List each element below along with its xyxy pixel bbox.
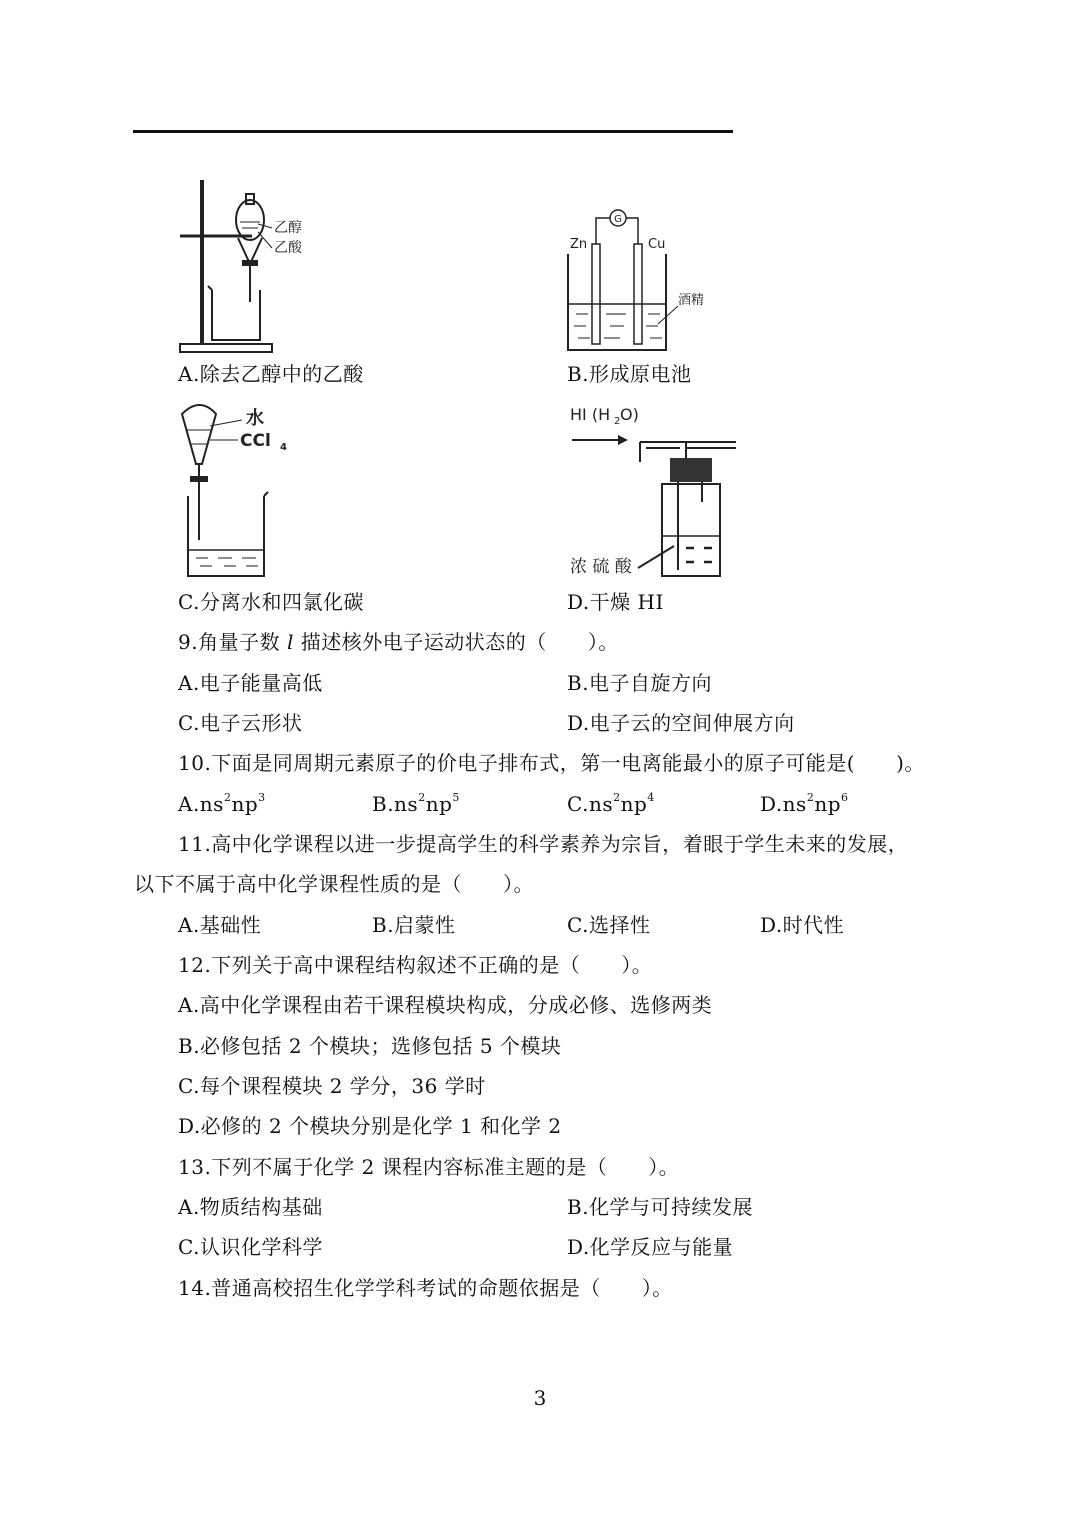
figure-d-apparatus	[562, 402, 742, 582]
q9-stem-a: 9.角量子数	[178, 630, 287, 654]
q11-stem-line1: 11.高中化学课程以进一步提高学生的科学素养为宗旨，着眼于学生未来的发展，	[178, 832, 909, 856]
figure-b-apparatus	[562, 204, 722, 356]
q11-option-c: C.选择性	[567, 913, 651, 937]
figure-d-caption: D.干燥 HI	[567, 590, 664, 614]
q11-stem-line2: 以下不属于高中化学课程性质的是（ ）。	[134, 872, 534, 896]
q10-d-mid: np	[814, 792, 842, 816]
q13-stem: 13.下列不属于化学 2 课程内容标准主题的是（ ）。	[178, 1155, 680, 1179]
q10-d-s: 2	[806, 791, 815, 805]
q10-option-d	[760, 792, 849, 816]
q10-a-mid: np	[231, 792, 259, 816]
q12-option-b: B.必修包括 2 个模块；选修包括 5 个模块	[178, 1034, 562, 1058]
figure-a-label2: 乙酸	[274, 240, 302, 256]
q10-d-prefix: D.ns	[760, 792, 807, 816]
q10-a-prefix: A.ns	[178, 792, 224, 816]
sulfuric-acid-label: 浓 硫 酸	[570, 557, 632, 577]
q9-option-c: C.电子云形状	[178, 711, 303, 735]
q9-option-d: D.电子云的空间伸展方向	[567, 711, 795, 735]
q11-option-d: D.时代性	[760, 913, 845, 937]
figure-a-apparatus	[172, 172, 312, 356]
q12-stem: 12.下列关于高中课程结构叙述不正确的是（ ）。	[178, 953, 653, 977]
q12-option-a: A.高中化学课程由若干课程模块构成，分成必修、选修两类	[178, 993, 713, 1017]
gas-label-subscript: 2	[614, 416, 621, 427]
galvanometer-label: G	[614, 214, 622, 225]
ccl4-label: CCl	[240, 431, 271, 451]
q14-stem: 14.普通高校招生化学学科考试的命题依据是（ ）。	[178, 1276, 673, 1300]
figure-c-caption: C.分离水和四氯化碳	[178, 590, 364, 614]
figure-c-apparatus	[176, 400, 306, 582]
q10-c-prefix: C.ns	[567, 792, 614, 816]
gas-label: HI (H	[570, 405, 611, 424]
q10-b-s: 2	[418, 791, 426, 805]
header-rule	[133, 130, 733, 133]
q10-b-prefix: B.ns	[372, 792, 419, 816]
q12-option-c: C.每个课程模块 2 学分，36 学时	[178, 1074, 486, 1098]
q9-option-a: A.电子能量高低	[178, 671, 323, 695]
q10-option-a	[178, 792, 266, 816]
water-label: 水	[246, 408, 264, 429]
q10-c-s: 2	[613, 791, 621, 805]
q10-b-mid: np	[425, 792, 453, 816]
q10-d-p: 6	[841, 791, 849, 805]
q10-c-mid: np	[620, 792, 648, 816]
q13-option-d: D.化学反应与能量	[567, 1235, 734, 1259]
q9-stem-b: 描述核外电子运动状态的（ ）。	[293, 630, 619, 654]
q10-a-s: 2	[223, 791, 232, 805]
q11-option-a: A.基础性	[178, 913, 262, 937]
q10-option-c	[567, 792, 655, 816]
q10-a-p: 3	[258, 791, 266, 805]
cu-label: Cu	[648, 237, 666, 252]
q10-b-p: 5	[452, 791, 460, 805]
gas-label-end: O)	[620, 405, 639, 424]
figure-b-caption: B.形成原电池	[567, 362, 692, 386]
q10-c-p: 4	[647, 791, 655, 805]
q10-stem: 10.下面是同周期元素原子的价电子排布式，第一电离能最小的原子可能是( )。	[178, 751, 925, 775]
q9-option-b: B.电子自旋方向	[567, 671, 713, 695]
q13-option-c: C.认识化学科学	[178, 1235, 323, 1259]
figure-a-caption: A.除去乙醇中的乙酸	[178, 362, 364, 386]
q12-option-d: D.必修的 2 个模块分别是化学 1 和化学 2	[178, 1114, 562, 1138]
q9-stem	[178, 630, 619, 654]
zn-label: Zn	[570, 237, 588, 252]
q10-option-b	[372, 792, 460, 816]
ccl4-subscript: 4	[280, 442, 287, 453]
q13-option-b: B.化学与可持续发展	[567, 1195, 754, 1219]
q9-stem-var: l	[286, 630, 294, 654]
page-number: 3	[533, 1386, 547, 1410]
figure-a-label1: 乙醇	[274, 220, 302, 236]
alcohol-label: 酒精	[678, 293, 705, 308]
q13-option-a: A.物质结构基础	[178, 1195, 323, 1219]
q11-option-b: B.启蒙性	[372, 913, 456, 937]
